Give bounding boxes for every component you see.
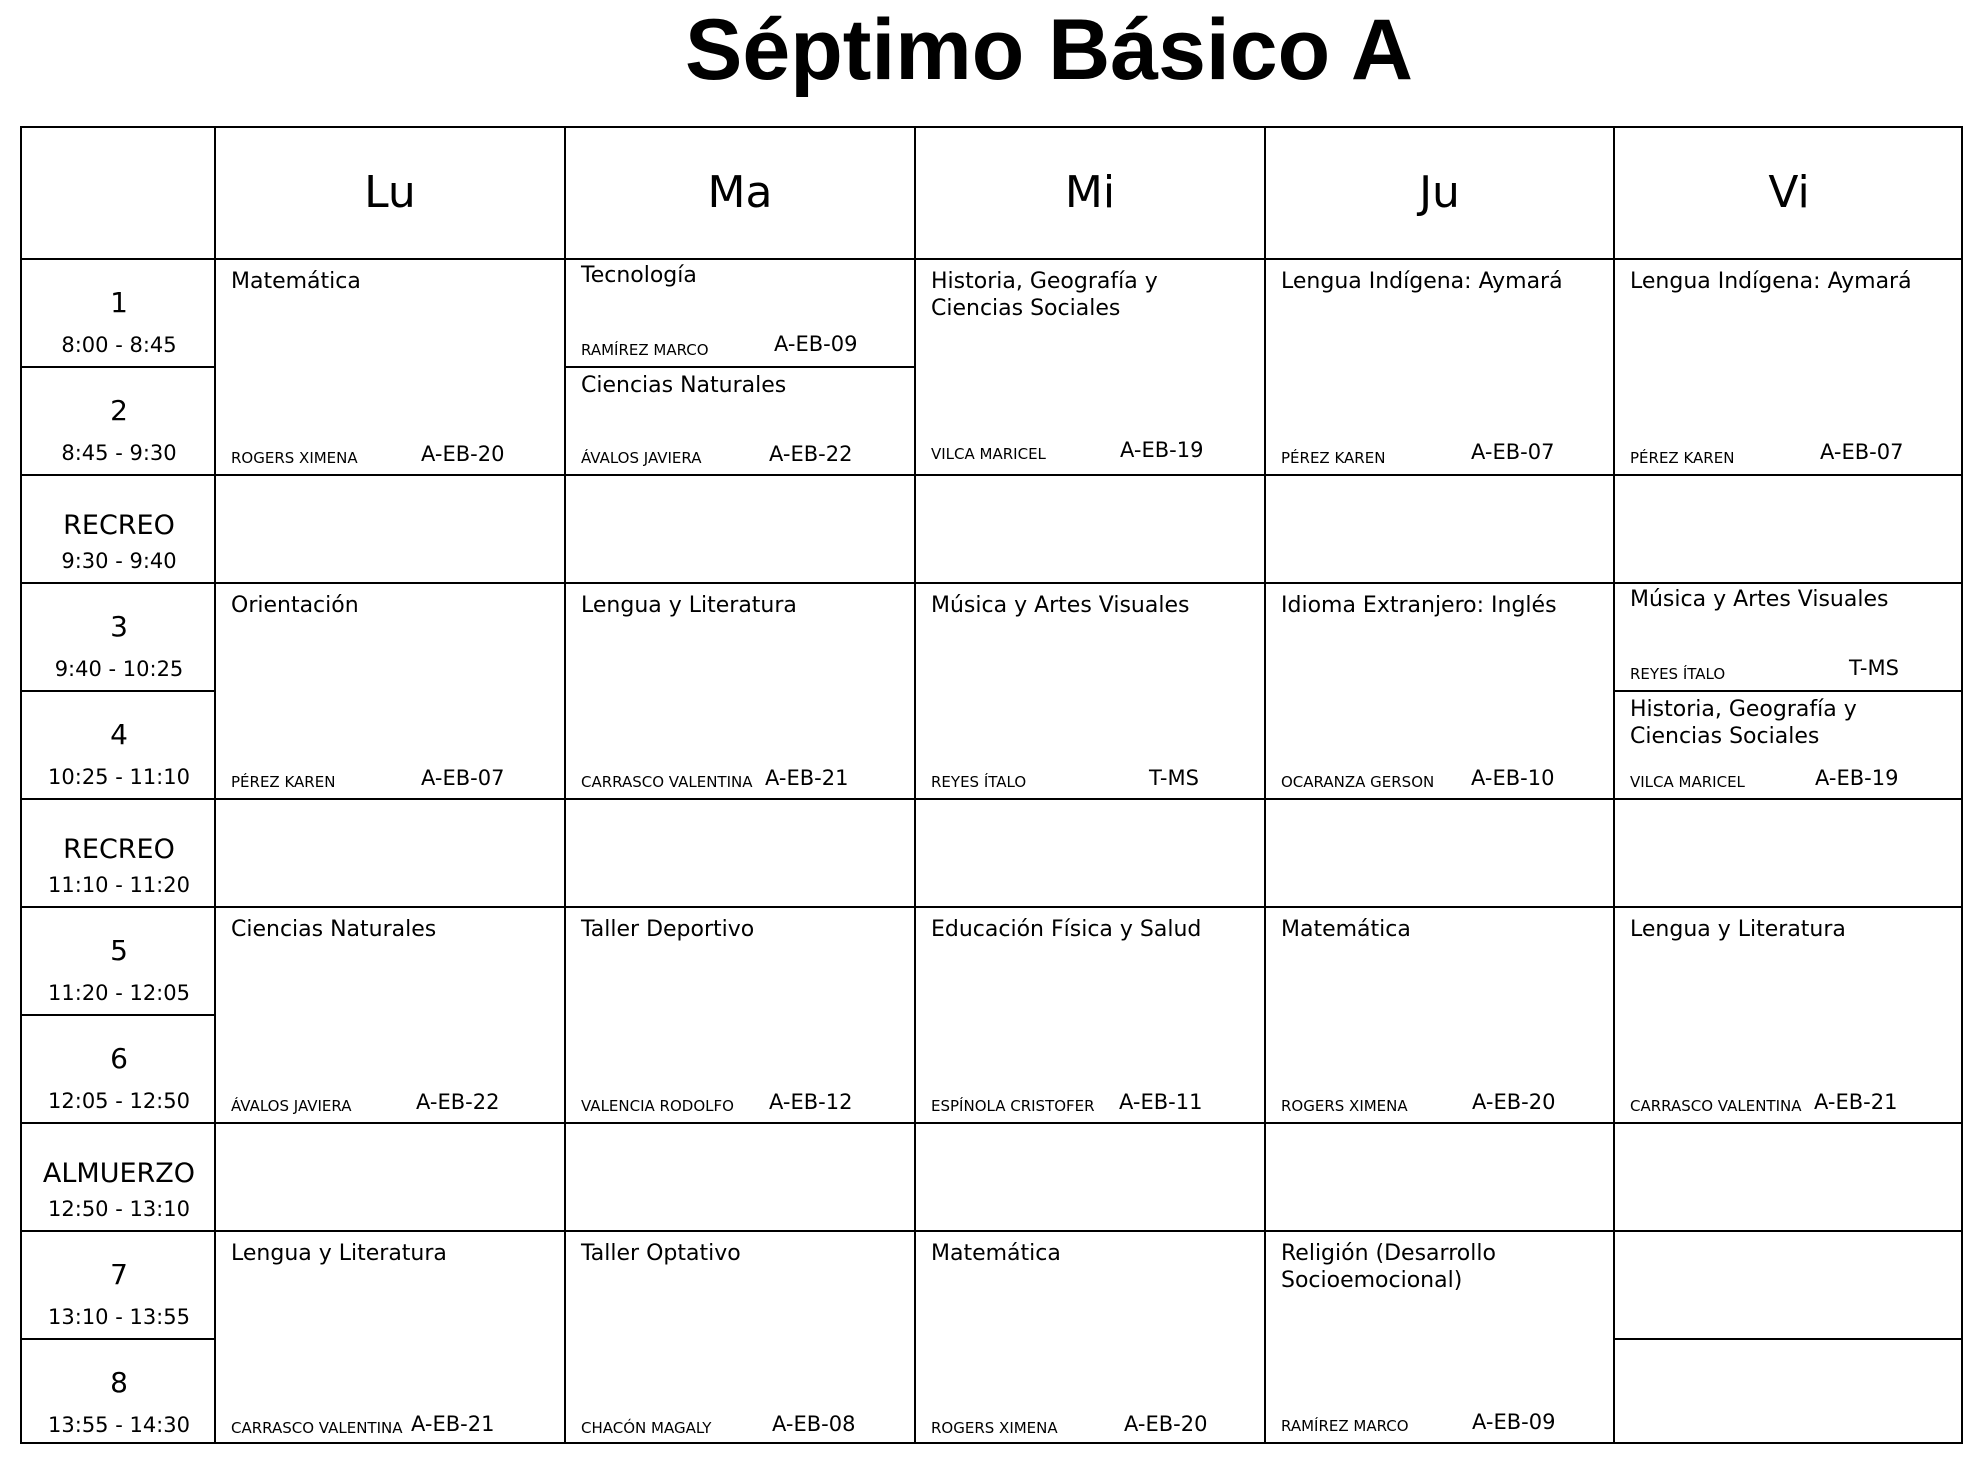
day-header-mi: Mi	[1064, 167, 1116, 218]
teacher-name: ROGERS XIMENA	[931, 1419, 1058, 1437]
room-code: A-EB-22	[416, 1090, 500, 1114]
subject-name: Lengua y Literatura	[581, 593, 797, 618]
subject-name: Matemática	[1281, 917, 1411, 942]
period-cell	[22, 1338, 216, 1446]
teacher-name: VALENCIA RODOLFO	[581, 1097, 734, 1115]
period-number: 8	[110, 1366, 128, 1399]
class-cell	[916, 908, 1264, 1122]
period-cell	[22, 1014, 216, 1122]
day-header-ma: Ma	[707, 167, 773, 218]
subject-name: Música y Artes Visuales	[931, 593, 1190, 618]
teacher-name: CARRASCO VALENTINA	[581, 773, 753, 791]
teacher-name: REYES ÍTALO	[1630, 665, 1726, 683]
teacher-name: CARRASCO VALENTINA	[231, 1419, 403, 1437]
subject-name: Lengua Indígena: Aymará	[1281, 269, 1563, 294]
class-cell	[916, 260, 1264, 474]
room-code: A-EB-20	[1472, 1090, 1556, 1114]
class-cell	[1266, 260, 1613, 474]
break-cell	[22, 798, 216, 906]
room-code: A-EB-20	[421, 442, 505, 466]
room-code: A-EB-22	[769, 442, 853, 466]
subject-name: Ciencias Naturales	[231, 917, 437, 942]
period-number: 4	[110, 718, 128, 751]
day-header-vi: Vi	[1768, 167, 1810, 218]
day-header-lu: Lu	[364, 167, 416, 218]
period-time: 11:20 - 12:05	[48, 981, 190, 1005]
period-time: 12:05 - 12:50	[48, 1089, 190, 1113]
subject-name: Ciencias Naturales	[581, 373, 787, 398]
class-cell	[216, 260, 564, 474]
room-code: A-EB-08	[772, 1412, 856, 1436]
period-time: 8:00 - 8:45	[61, 333, 177, 357]
empty-cell	[1615, 1232, 1963, 1338]
period-cell	[22, 258, 216, 366]
room-code: A-EB-10	[1471, 766, 1555, 790]
teacher-name: PÉREZ KAREN	[231, 773, 336, 791]
subject-name: Historia, Geografía y Ciencias Sociales	[1630, 697, 1857, 749]
class-cell	[1266, 1232, 1613, 1444]
class-cell	[1615, 692, 1963, 798]
period-number: 5	[110, 934, 128, 967]
room-code: T-MS	[1149, 766, 1199, 790]
break-time: 12:50 - 13:10	[48, 1197, 190, 1221]
subject-name: Lengua y Literatura	[231, 1241, 447, 1266]
teacher-name: VILCA MARICEL	[1630, 773, 1745, 791]
row-divider	[22, 798, 1961, 800]
subject-name: Historia, Geografía y Ciencias Sociales	[931, 269, 1158, 321]
teacher-name: ROGERS XIMENA	[1281, 1097, 1408, 1115]
break-cell	[22, 1122, 216, 1230]
subject-name: Idioma Extranjero: Inglés	[1281, 593, 1557, 618]
period-number: 2	[110, 394, 128, 427]
class-cell	[216, 1232, 564, 1444]
period-time: 13:10 - 13:55	[48, 1305, 190, 1329]
period-number: 1	[110, 286, 128, 319]
class-cell	[566, 368, 914, 474]
room-code: A-EB-20	[1124, 1412, 1208, 1436]
subject-name: Religión (Desarrollo Socioemocional)	[1281, 1241, 1496, 1293]
break-name: RECREO	[63, 834, 175, 865]
break-name: RECREO	[63, 510, 175, 541]
room-code: A-EB-09	[774, 332, 858, 356]
page-title: Séptimo Básico A	[685, 2, 1413, 98]
teacher-name: ROGERS XIMENA	[231, 449, 358, 467]
break-name: ALMUERZO	[42, 1158, 196, 1189]
empty-cell	[1615, 1340, 1963, 1444]
subject-name: Lengua Indígena: Aymará	[1630, 269, 1912, 294]
period-cell	[22, 582, 216, 690]
class-cell	[1266, 908, 1613, 1122]
subject-name: Taller Deportivo	[581, 917, 755, 942]
teacher-name: CARRASCO VALENTINA	[1630, 1097, 1802, 1115]
room-code: A-EB-09	[1472, 1410, 1556, 1434]
row-divider	[22, 1122, 1961, 1124]
teacher-name: ÁVALOS JAVIERA	[581, 449, 702, 467]
room-code: A-EB-07	[421, 766, 505, 790]
period-cell	[22, 690, 216, 798]
period-cell	[22, 1230, 216, 1338]
period-time: 10:25 - 11:10	[48, 765, 190, 789]
class-cell	[1615, 260, 1963, 474]
teacher-name: OCARANZA GERSON	[1281, 773, 1435, 791]
room-code: A-EB-12	[769, 1090, 853, 1114]
class-cell	[1266, 584, 1613, 798]
class-cell	[1615, 584, 1963, 690]
class-cell	[566, 908, 914, 1122]
class-cell	[1615, 908, 1963, 1122]
schedule-table	[20, 126, 1963, 1444]
room-code: A-EB-11	[1119, 1090, 1203, 1114]
class-cell	[216, 908, 564, 1122]
period-cell	[22, 366, 216, 474]
teacher-name: ESPÍNOLA CRISTOFER	[931, 1097, 1095, 1115]
subject-name: Orientación	[231, 593, 359, 618]
subject-name: Lengua y Literatura	[1630, 917, 1846, 942]
subject-name: Música y Artes Visuales	[1630, 587, 1889, 612]
period-cell	[22, 906, 216, 1014]
room-code: A-EB-19	[1120, 438, 1204, 462]
room-code: A-EB-19	[1815, 766, 1899, 790]
period-time: 9:40 - 10:25	[54, 657, 184, 681]
row-divider	[22, 474, 1961, 476]
room-code: A-EB-07	[1820, 440, 1904, 464]
class-cell	[566, 1232, 914, 1444]
class-cell	[916, 1232, 1264, 1444]
day-header-ju: Ju	[1419, 167, 1460, 218]
room-code: A-EB-21	[765, 766, 849, 790]
class-cell	[916, 584, 1264, 798]
teacher-name: RAMÍREZ MARCO	[581, 341, 709, 359]
subject-name: Taller Optativo	[581, 1241, 741, 1266]
period-time: 8:45 - 9:30	[61, 441, 177, 465]
subject-name: Matemática	[231, 269, 361, 294]
class-cell	[566, 584, 914, 798]
room-code: A-EB-21	[411, 1412, 495, 1436]
room-code: T-MS	[1849, 656, 1899, 680]
teacher-name: REYES ÍTALO	[931, 773, 1027, 791]
teacher-name: ÁVALOS JAVIERA	[231, 1097, 352, 1115]
period-time: 13:55 - 14:30	[48, 1413, 190, 1437]
break-time: 11:10 - 11:20	[48, 873, 190, 897]
period-number: 6	[110, 1042, 128, 1075]
break-time: 9:30 - 9:40	[61, 549, 177, 573]
subject-name: Matemática	[931, 1241, 1061, 1266]
class-cell	[566, 260, 914, 366]
class-cell	[216, 584, 564, 798]
teacher-name: VILCA MARICEL	[931, 445, 1046, 463]
room-code: A-EB-21	[1814, 1090, 1898, 1114]
teacher-name: PÉREZ KAREN	[1281, 449, 1386, 467]
teacher-name: RAMÍREZ MARCO	[1281, 1417, 1409, 1435]
teacher-name: PÉREZ KAREN	[1630, 449, 1735, 467]
room-code: A-EB-07	[1471, 440, 1555, 464]
subject-name: Educación Física y Salud	[931, 917, 1202, 942]
period-number: 3	[110, 610, 128, 643]
teacher-name: CHACÓN MAGALY	[581, 1419, 712, 1437]
subject-name: Tecnología	[581, 263, 697, 288]
period-number: 7	[110, 1258, 128, 1291]
break-cell	[22, 474, 216, 582]
